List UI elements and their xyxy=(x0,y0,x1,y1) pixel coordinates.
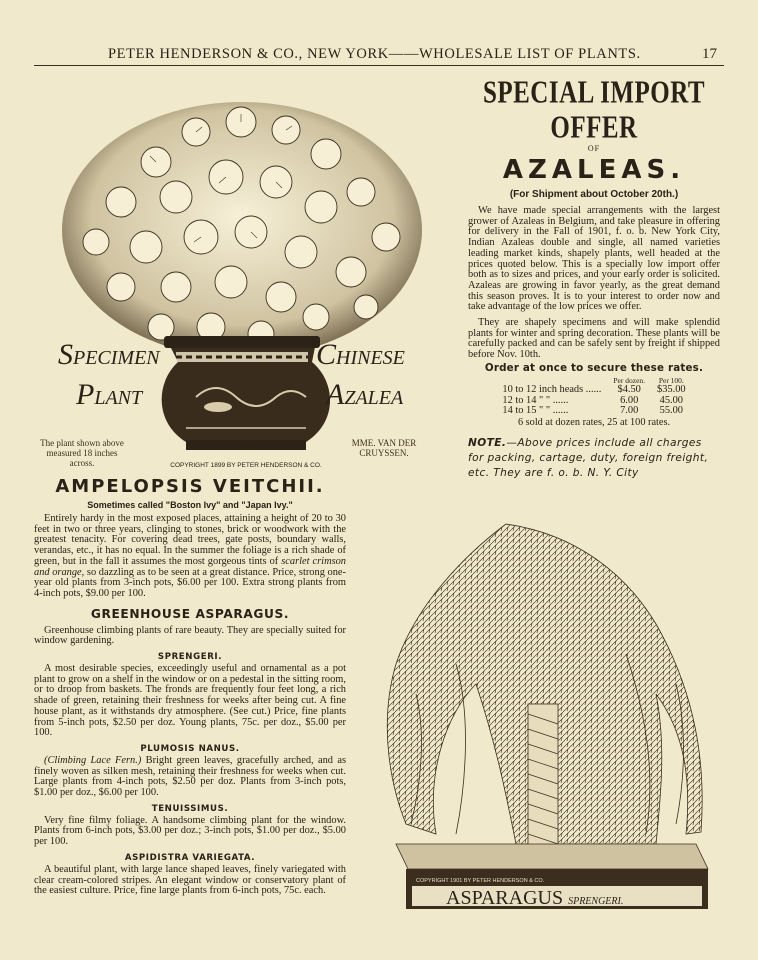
dozen-rates-note: 6 sold at dozen rates, 25 at 100 rates. xyxy=(517,417,671,429)
azalea-lettering: AZALEA xyxy=(326,378,404,411)
greenhouse-asparagus-title: GREENHOUSE ASPARAGUS. xyxy=(90,606,290,621)
price-size: 12 to 14 " " ...... xyxy=(502,394,569,406)
specimen-lettering: SPECIMEN xyxy=(58,338,160,371)
order-callout: Order at once to secure these rates. xyxy=(484,361,704,374)
ampelopsis-colors: scarlet crimson and orange, xyxy=(34,555,347,578)
price-size: 10 to 12 inch heads ...... xyxy=(502,383,602,395)
price-header-hundred: Per 100. xyxy=(658,375,684,385)
header-rule xyxy=(34,65,724,66)
azalea-caption-right: MME. VAN DER CRUYSSEN. xyxy=(351,438,417,458)
offer-note xyxy=(468,436,720,481)
asparagus-engraving xyxy=(356,514,726,926)
running-title: PETER HENDERSON & CO., NEW YORK——WHOLESALE LIST OF PLANTS. xyxy=(108,46,641,62)
table-row xyxy=(496,406,691,417)
price-dozen: 7.00 xyxy=(620,405,639,417)
ampelopsis-title: AMPELOPSIS VEITCHII. xyxy=(55,476,325,497)
offer-shipment: (For Shipment about October 20th.) xyxy=(509,189,679,200)
offer-subject: AZALEAS. xyxy=(502,155,686,185)
sprengeri-title: SPRENGERI. xyxy=(157,652,223,663)
azalea-copyright: COPYRIGHT 1899 BY PETER HENDERSON & CO. xyxy=(170,462,322,469)
price-size: 14 to 15 " " ...... xyxy=(502,405,569,417)
sprengeri-description: A most desirable species, exceedingly useful and ornamental as a pot plant to grow on a shelf in the window or on a pedestal in the sitting room, or to droop from baskets. The fronds are frequently four feet long, a rich shade of green, retaining their freshness for weeks after being cut. A fine house plant, as it withstands dry atmosphere. (See cut.) Price, fine plants from 5-inch pots, $2.50 per doz. Young plants, 75c. per doz., $5.00 per 100. xyxy=(34,663,346,739)
tenuissimus-title: TENUISSIMUS. xyxy=(151,803,229,814)
tenuissimus-description: Very fine filmy foliage. A handsome climbing plant for the window. Plants from 6-inch pots, $3.00 per doz.; 3-inch pots, $1.00 per doz., $5.00 per 100. xyxy=(34,814,346,848)
decorated-pot xyxy=(162,336,330,450)
offer-paragraph-1: We have made special arrangements with the largest grower of Azaleas in Belgium, and take pleasure in offering for delivery in the Fall of 1901, f. o. b. New York City, Indian Azaleas double and single, all named varieties leading market kinds, shapely plants, well headed at the prices quoted below. This is a specially low import offer both as to sizes and prices, and your early order is solicited. Azaleas are growing in favor yearly, as the great demand this season proves. It is to your interest to order now and take advantage of the low prices we offer. xyxy=(468,205,720,313)
price-hundred: $35.00 xyxy=(657,383,686,395)
price-header-dozen: Per dozen. xyxy=(613,375,646,385)
azalea-caption-left: The plant shown above measured 18 inches across. xyxy=(40,438,124,468)
greenhouse-intro: Greenhouse climbing plants of rare beauty. They are specially suited for window gardening. xyxy=(34,624,346,647)
chinese-lettering: CHINESE xyxy=(316,338,405,371)
asparagus-copyright: COPYRIGHT 1901 BY PETER HENDERSON & CO. xyxy=(416,878,545,884)
special-offer-column xyxy=(468,76,720,481)
azalea-engraving xyxy=(36,72,436,472)
price-table xyxy=(496,376,691,417)
page-number: 17 xyxy=(702,46,717,62)
ampelopsis-description xyxy=(34,514,346,600)
asparagus-lettering: ASPARAGUS SPRENGERI. xyxy=(446,887,624,909)
plant-lettering: PLANT xyxy=(76,378,143,411)
asparagus-illustration xyxy=(356,514,726,926)
ampelopsis-text-b: so dazzling as to be seen at a great distance. Price, strong one-year old plants from 3-inch pots, $6.00 per 100. Extra strong plants from 4-inch pots, $9.00 per 100. xyxy=(34,566,346,599)
ampelopsis-text-a: Entirely hardy in the most exposed places, attaining a height of 20 to 30 feet in two or three years, clinging to stones, brick or woodwork with the greatest tenacity. For covering dead trees, gate posts, boundary walls, verandas, etc., it has no equal. In the summer the foliage is a rich shade of green, but in the fall it assumes the most gorgeous tints of xyxy=(34,513,346,567)
aspidistra-description: A beautiful plant, with large lance shaped leaves, finely variegated with clear cream-colored stripes. An elegant window or conservatory plant of the easiest culture. Price, fine large plants from 6-inch pots, 75c. each. xyxy=(34,863,346,897)
plumosis-common-name: (Climbing Lace Fern.) xyxy=(44,754,142,766)
price-dozen: 6.00 xyxy=(620,394,639,406)
aspidistra-title: ASPIDISTRA VARIEGATA. xyxy=(124,852,256,863)
price-dozen: $4.50 xyxy=(617,383,641,395)
azalea-illustration xyxy=(36,72,436,472)
price-hundred: 45.00 xyxy=(659,394,684,406)
offer-of: OF xyxy=(587,144,601,153)
price-hundred: 55.00 xyxy=(659,405,684,417)
note-text: —Above prices include all charges for packing, cartage, duty, foreign freight, etc. They are f. o. b. N. Y. City xyxy=(468,437,709,480)
plant-descriptions-column xyxy=(34,476,346,902)
offer-title: SPECIAL IMPORT OFFER xyxy=(482,76,706,145)
plumosis-title: PLUMOSIS NANUS. xyxy=(140,743,240,754)
plumosis-description xyxy=(34,756,346,799)
plumosis-text: Bright green leaves, gracefully arched, and as finely woven as silken mesh, retaining their freshness for weeks when cut. Large plants from 4-inch pots, $2.50 per doz. Plants from 3-inch pots, $1.00 per doz., $6.00 per 100. xyxy=(34,754,346,799)
offer-paragraph-2: They are shapely specimens and will make splendid plants for winter and spring decoration. These plants will be carefully packed and can be safely sent by freight if shipped before Nov. 10th. xyxy=(468,317,720,361)
note-label: NOTE. xyxy=(468,437,507,450)
page-header xyxy=(0,46,758,66)
ampelopsis-subtitle: Sometimes called "Boston Ivy" and "Japan Ivy." xyxy=(87,500,293,510)
